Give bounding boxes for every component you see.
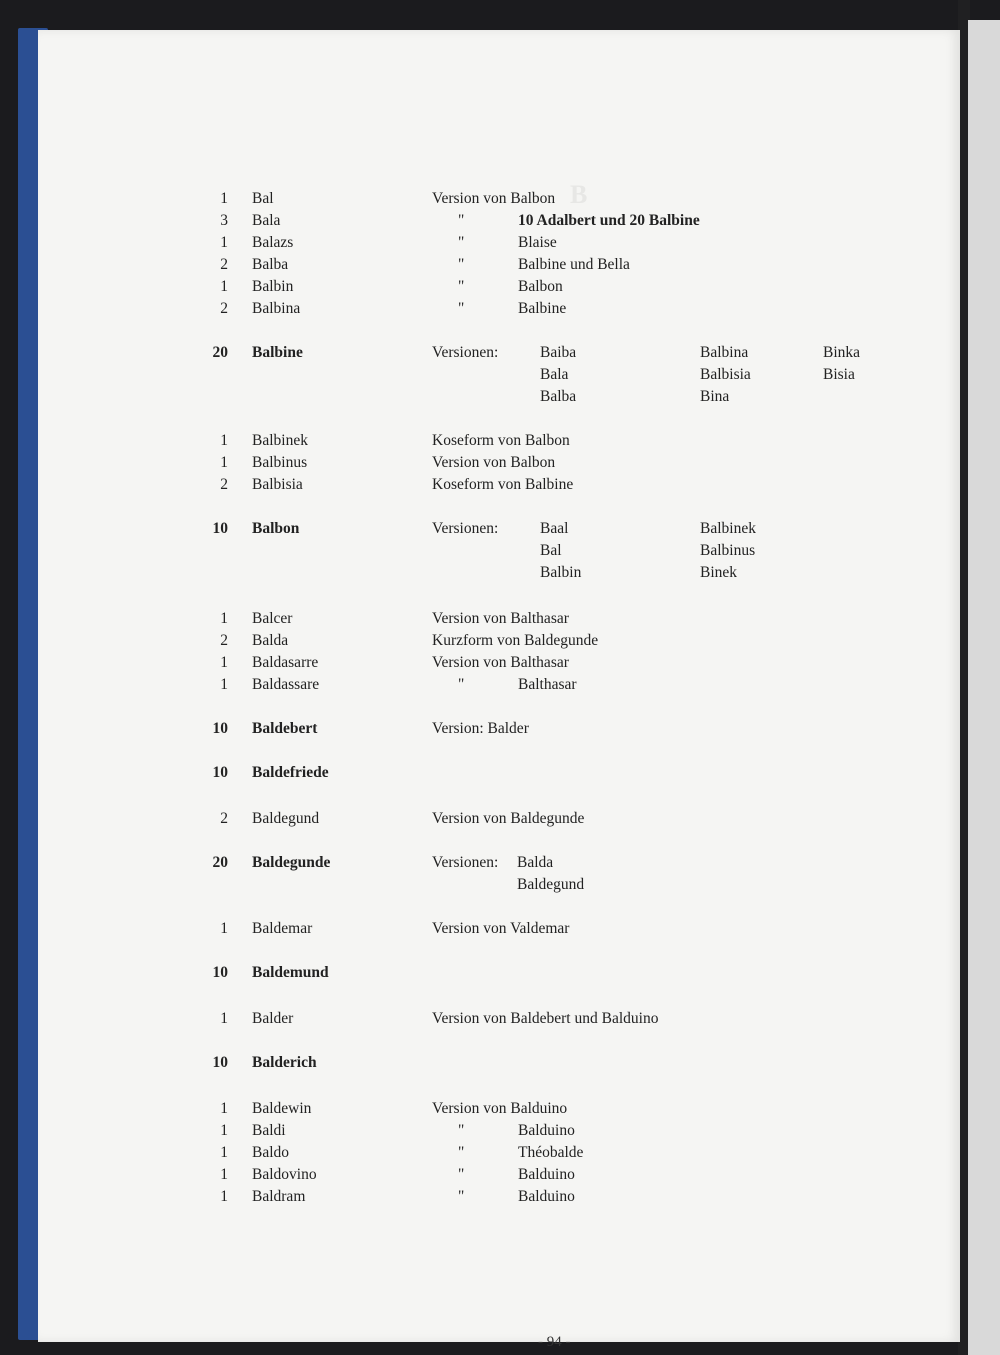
- related-name: Balbinus: [700, 542, 756, 559]
- relation-text: Version von Baldebert und Balduino: [432, 1010, 659, 1027]
- relation-text: Versionen:: [432, 854, 499, 871]
- relation-text: Version von Balbon: [432, 454, 556, 471]
- count: 10: [212, 964, 228, 981]
- name: Balda: [252, 632, 289, 649]
- name: Baldewin: [252, 1100, 312, 1117]
- related-name: Balduino: [518, 1188, 575, 1205]
- count: 20: [212, 854, 228, 871]
- relation-text: Version von Balbon: [432, 190, 556, 207]
- relation-text: ": [458, 256, 465, 273]
- relation-text: ": [458, 1122, 465, 1139]
- relation-text: Version von Balthasar: [432, 654, 569, 671]
- count: 1: [220, 1166, 228, 1183]
- relation-text: ": [458, 1166, 465, 1183]
- name: Balbina: [252, 300, 301, 317]
- relation-text: Kurzform von Baldegunde: [432, 632, 599, 649]
- related-name: Balbina: [700, 344, 749, 361]
- relation-text: Versionen:: [432, 520, 499, 537]
- relation-text: Version von Baldegunde: [432, 810, 585, 827]
- count: 1: [220, 1144, 228, 1161]
- relation-text: ": [458, 278, 465, 295]
- relation-text: Version von Balduino: [432, 1100, 568, 1117]
- related-name: Balduino: [518, 1166, 575, 1183]
- related-name: Balbon: [518, 278, 563, 295]
- count: 1: [220, 432, 228, 449]
- count: 10: [212, 764, 228, 781]
- related-name: Blaise: [518, 234, 557, 251]
- related-name: Baal: [540, 520, 569, 537]
- related-name: Balbine und Bella: [518, 256, 630, 273]
- count: 2: [220, 810, 228, 827]
- related-name: 10 Adalbert und 20 Balbine: [518, 212, 700, 229]
- count: 1: [220, 1100, 228, 1117]
- bleed-through-letter: B: [570, 180, 588, 209]
- count: 3: [220, 212, 228, 229]
- relation-text: ": [458, 300, 465, 317]
- name: Baldovino: [252, 1166, 317, 1183]
- related-name: Balba: [540, 388, 577, 405]
- related-name: Binka: [823, 344, 861, 361]
- related-name: Baiba: [540, 344, 577, 361]
- count: 2: [220, 632, 228, 649]
- relation-text: ": [458, 234, 465, 251]
- name: Balazs: [252, 234, 294, 251]
- related-name: Binek: [700, 564, 738, 581]
- count: 1: [220, 1188, 228, 1205]
- relation-text: Version: Balder: [432, 720, 529, 737]
- count: 10: [212, 520, 228, 537]
- name: Baldasarre: [252, 654, 319, 671]
- name: Balbon: [252, 520, 300, 537]
- related-name: Balduino: [518, 1122, 575, 1139]
- related-name: Balthasar: [518, 676, 577, 693]
- name: Bal: [252, 190, 274, 207]
- relation-text: Versionen:: [432, 344, 499, 361]
- next-page-edge: [968, 20, 1000, 1355]
- name: Balbisia: [252, 476, 303, 493]
- book-page: [38, 30, 960, 1350]
- name: Balba: [252, 256, 289, 273]
- name: Baldegund: [252, 810, 320, 827]
- count: 1: [220, 920, 228, 937]
- name: Baldi: [252, 1122, 286, 1139]
- related-name: Bala: [540, 366, 569, 383]
- count: 1: [220, 1010, 228, 1027]
- related-name: Baldegund: [517, 876, 585, 893]
- count: 2: [220, 300, 228, 317]
- related-name: Balbine: [518, 300, 567, 317]
- name: Baldassare: [252, 676, 320, 693]
- count: 1: [220, 676, 228, 693]
- name: Balbinek: [252, 432, 308, 449]
- name: Balder: [252, 1010, 294, 1027]
- relation-text: ": [458, 1144, 465, 1161]
- name: Baldebert: [252, 720, 318, 737]
- related-name: Bisia: [823, 366, 855, 383]
- count: 20: [212, 344, 228, 361]
- count: 1: [220, 654, 228, 671]
- count: 10: [212, 1054, 228, 1071]
- count: 1: [220, 1122, 228, 1139]
- related-name: Balbinek: [700, 520, 756, 537]
- count: 1: [220, 454, 228, 471]
- count: 2: [220, 256, 228, 273]
- count: 1: [220, 278, 228, 295]
- related-name: Balbisia: [700, 366, 751, 383]
- name: Balcer: [252, 610, 293, 627]
- relation-text: Koseform von Balbon: [432, 432, 570, 449]
- related-name: Théobalde: [518, 1144, 584, 1161]
- page-number: - 94 -: [538, 1334, 571, 1350]
- name: Baldemar: [252, 920, 313, 937]
- name: Baldegunde: [252, 854, 331, 871]
- relation-text: ": [458, 676, 465, 693]
- name: Baldefriede: [252, 764, 329, 781]
- relation-text: ": [458, 212, 465, 229]
- count: 1: [220, 610, 228, 627]
- count: 10: [212, 720, 228, 737]
- relation-text: Koseform von Balbine: [432, 476, 574, 493]
- name: Bala: [252, 212, 281, 229]
- related-name: Balbin: [540, 564, 582, 581]
- name: Balbin: [252, 278, 294, 295]
- count: 1: [220, 234, 228, 251]
- relation-text: ": [458, 1188, 465, 1205]
- related-name: Bina: [700, 388, 730, 405]
- name: Balbine: [252, 344, 303, 361]
- name: Baldo: [252, 1144, 290, 1161]
- relation-text: Version von Valdemar: [432, 920, 570, 937]
- name: Baldemund: [252, 964, 329, 981]
- related-name: Bal: [540, 542, 562, 559]
- name: Balderich: [252, 1054, 317, 1071]
- count: 2: [220, 476, 228, 493]
- relation-text: Version von Balthasar: [432, 610, 569, 627]
- name: Baldram: [252, 1188, 306, 1205]
- count: 1: [220, 190, 228, 207]
- related-name: Balda: [517, 854, 554, 871]
- name: Balbinus: [252, 454, 308, 471]
